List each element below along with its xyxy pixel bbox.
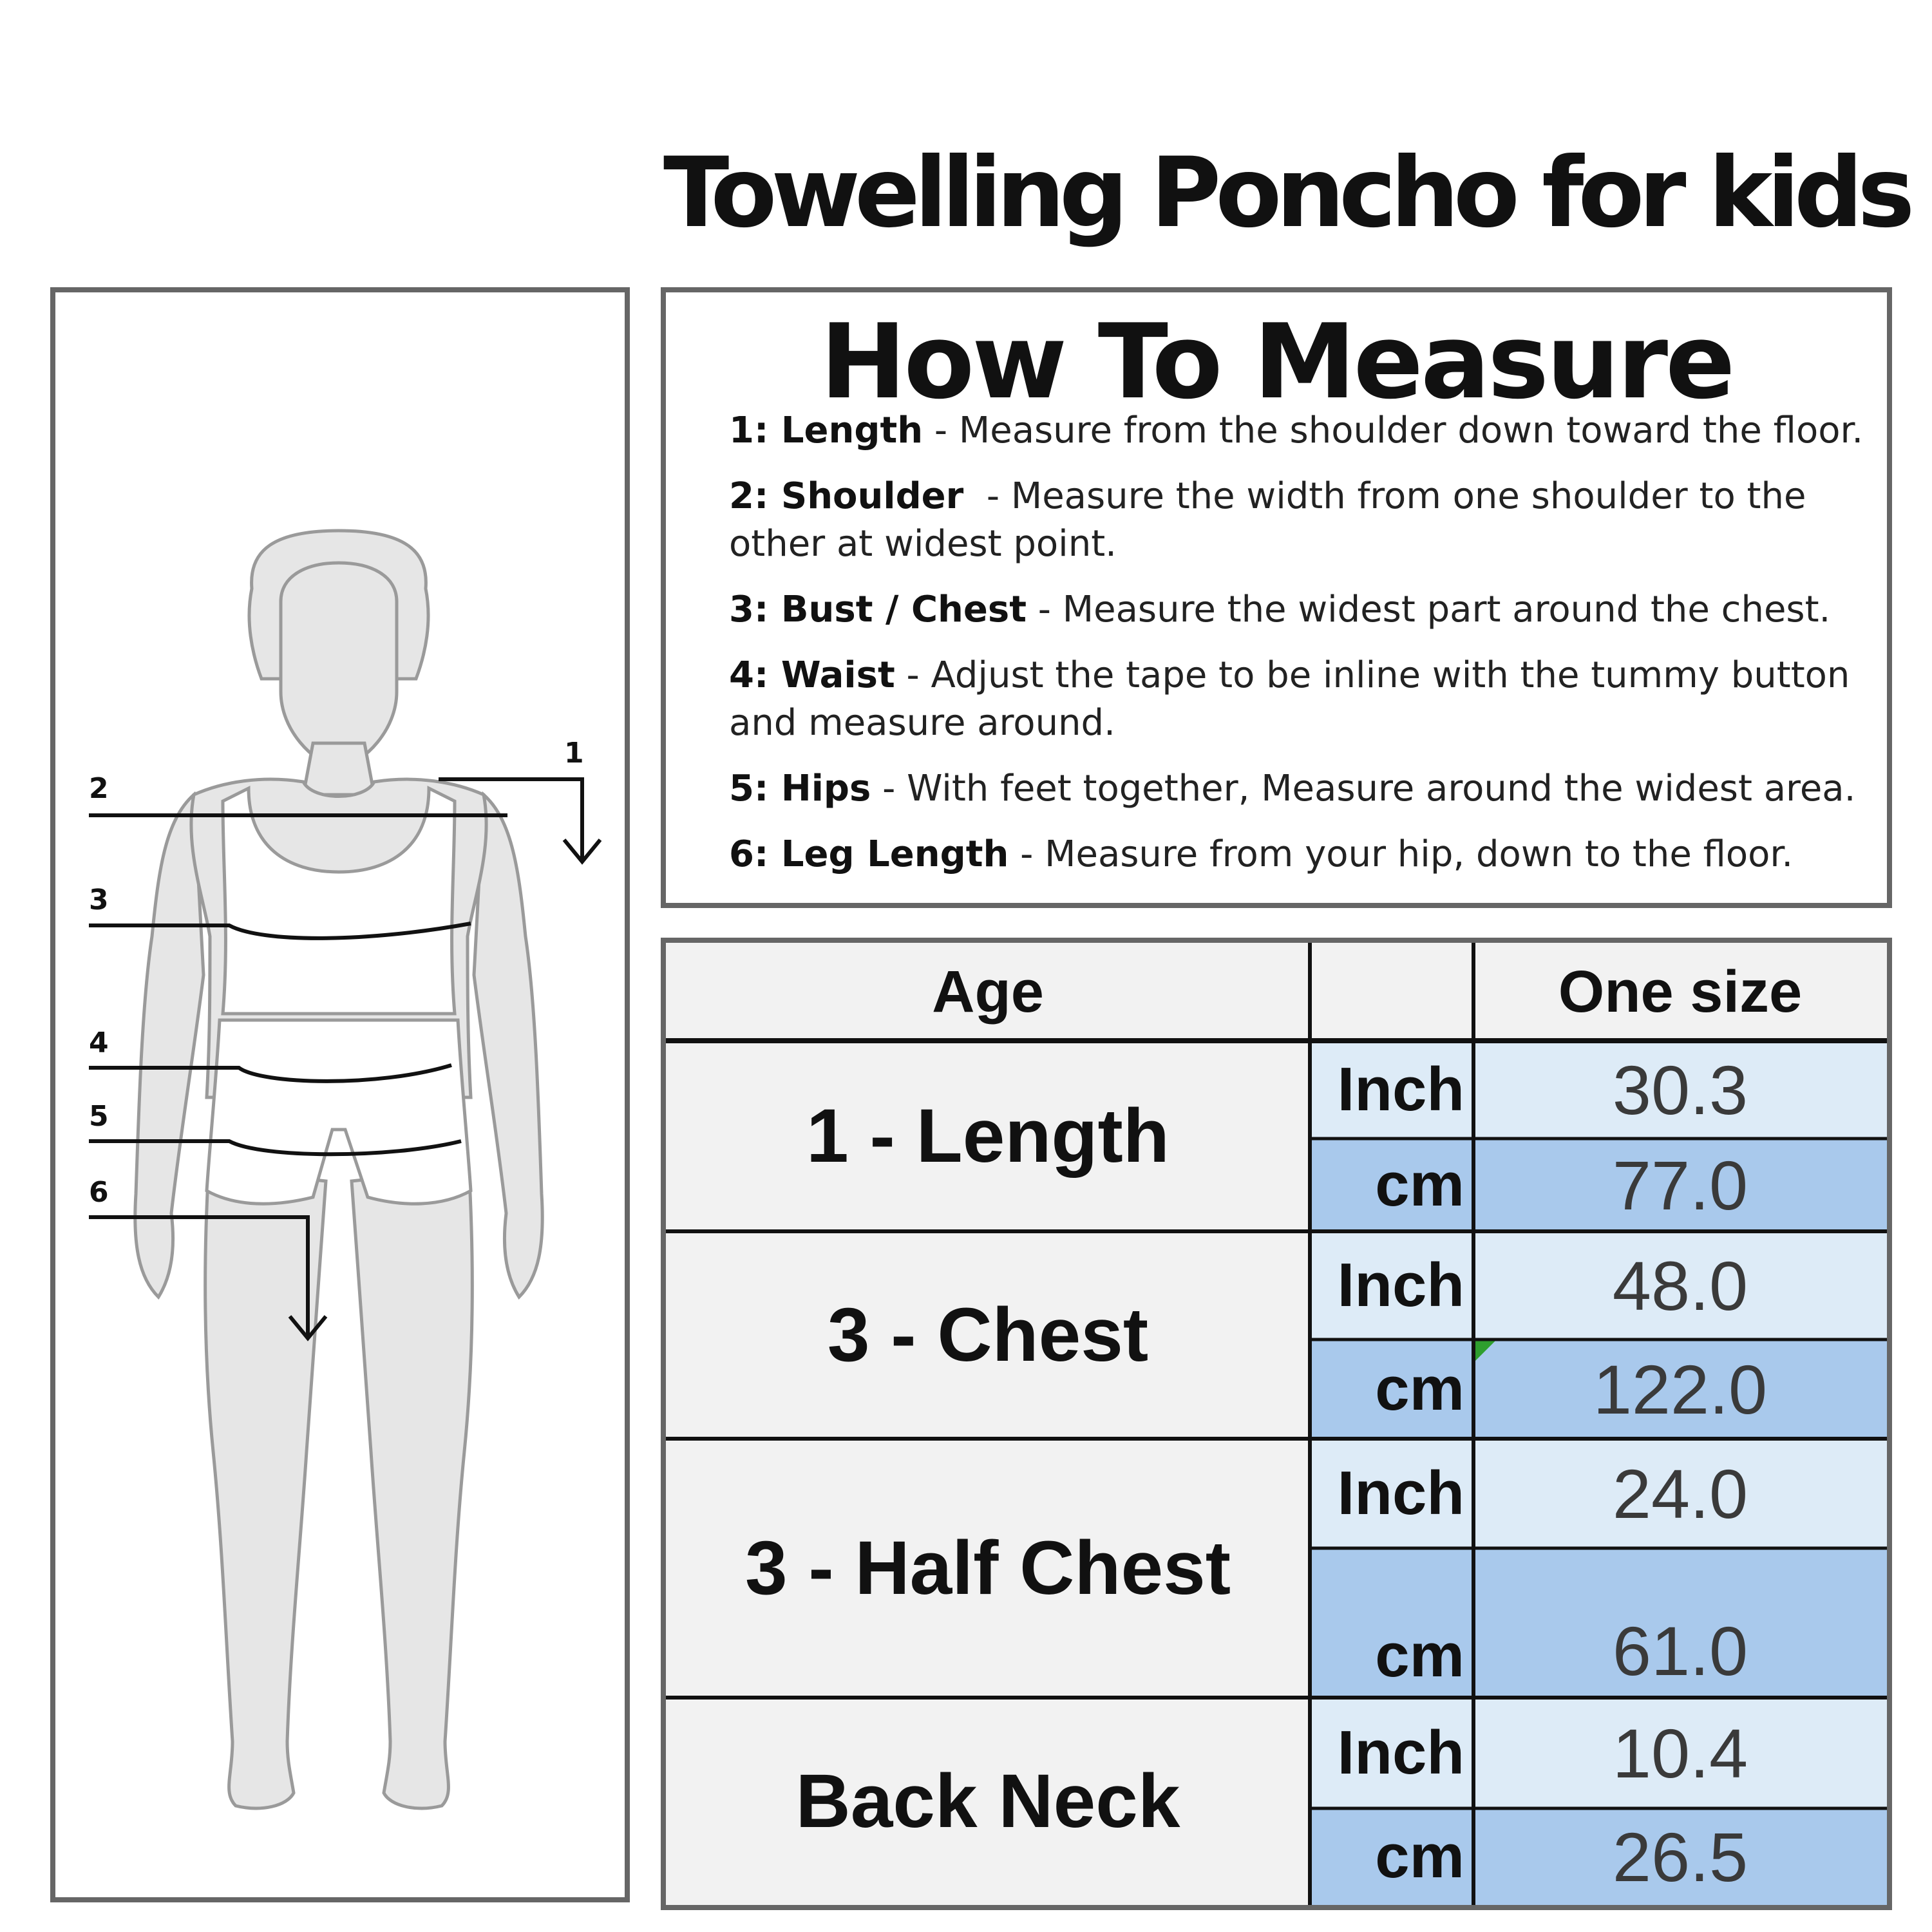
- step-hips: 5: Hips - With feet together, Measure around the widest area.: [729, 768, 1856, 810]
- step-chest: 3: Bust / Chest - Measure the widest part around the chest.: [729, 589, 1831, 630]
- value-length-cm: 77.0: [1612, 1146, 1748, 1224]
- unit-cm: cm: [1375, 1621, 1464, 1690]
- header-age: Age: [932, 958, 1044, 1025]
- value-length-inch: 30.3: [1612, 1050, 1748, 1129]
- unit-inch: Inch: [1337, 1055, 1464, 1124]
- row-label-length: 1 - Length: [806, 1094, 1170, 1179]
- page-title: Towelling Poncho for kids: [663, 137, 1909, 249]
- step-length: 1: Length - Measure from the shoulder down toward the floor.: [729, 410, 1864, 451]
- marker-2: 2: [89, 772, 109, 805]
- unit-cm: cm: [1375, 1354, 1464, 1423]
- step-waist: 4: Waist - Adjust the tape to be inline with the tummy button and measure around.: [729, 654, 1850, 744]
- unit-inch: Inch: [1337, 1251, 1464, 1320]
- value-back-neck-cm: 26.5: [1612, 1817, 1748, 1896]
- value-chest-cm: 122.0: [1593, 1350, 1768, 1428]
- how-to-measure-heading: How To Measure: [820, 301, 1733, 422]
- measurement-figure-panel: [50, 287, 630, 1902]
- marker-3: 3: [89, 884, 109, 916]
- row-label-back-neck: Back Neck: [795, 1759, 1180, 1844]
- step-leg-length: 6: Leg Length - Measure from your hip, down to the floor.: [729, 833, 1794, 875]
- row-label-half-chest: 3 - Half Chest: [744, 1526, 1231, 1611]
- unit-inch: Inch: [1337, 1459, 1464, 1528]
- header-one-size: One size: [1558, 958, 1803, 1025]
- how-to-measure-panel: [661, 287, 1892, 908]
- unit-inch: Inch: [1337, 1718, 1464, 1787]
- value-back-neck-inch: 10.4: [1612, 1714, 1748, 1792]
- marker-4: 4: [89, 1027, 109, 1059]
- row-label-chest: 3 - Chest: [827, 1293, 1149, 1378]
- unit-cm: cm: [1375, 1822, 1464, 1891]
- size-chart-table: [661, 938, 1892, 1910]
- marker-5: 5: [89, 1100, 109, 1133]
- value-half-chest-cm: 61.0: [1612, 1612, 1748, 1690]
- marker-1: 1: [564, 737, 584, 770]
- step-shoulder: 2: Shoulder - Measure the width from one shoulder to the other at widest point.: [729, 475, 1818, 565]
- header-unit: [1310, 943, 1473, 1041]
- marker-6: 6: [89, 1176, 109, 1209]
- value-half-chest-inch: 24.0: [1612, 1454, 1748, 1533]
- measure-steps-list: [729, 407, 1882, 896]
- unit-cm: cm: [1375, 1150, 1464, 1219]
- value-chest-inch: 48.0: [1612, 1246, 1748, 1325]
- child-body-illustration: [55, 292, 635, 1908]
